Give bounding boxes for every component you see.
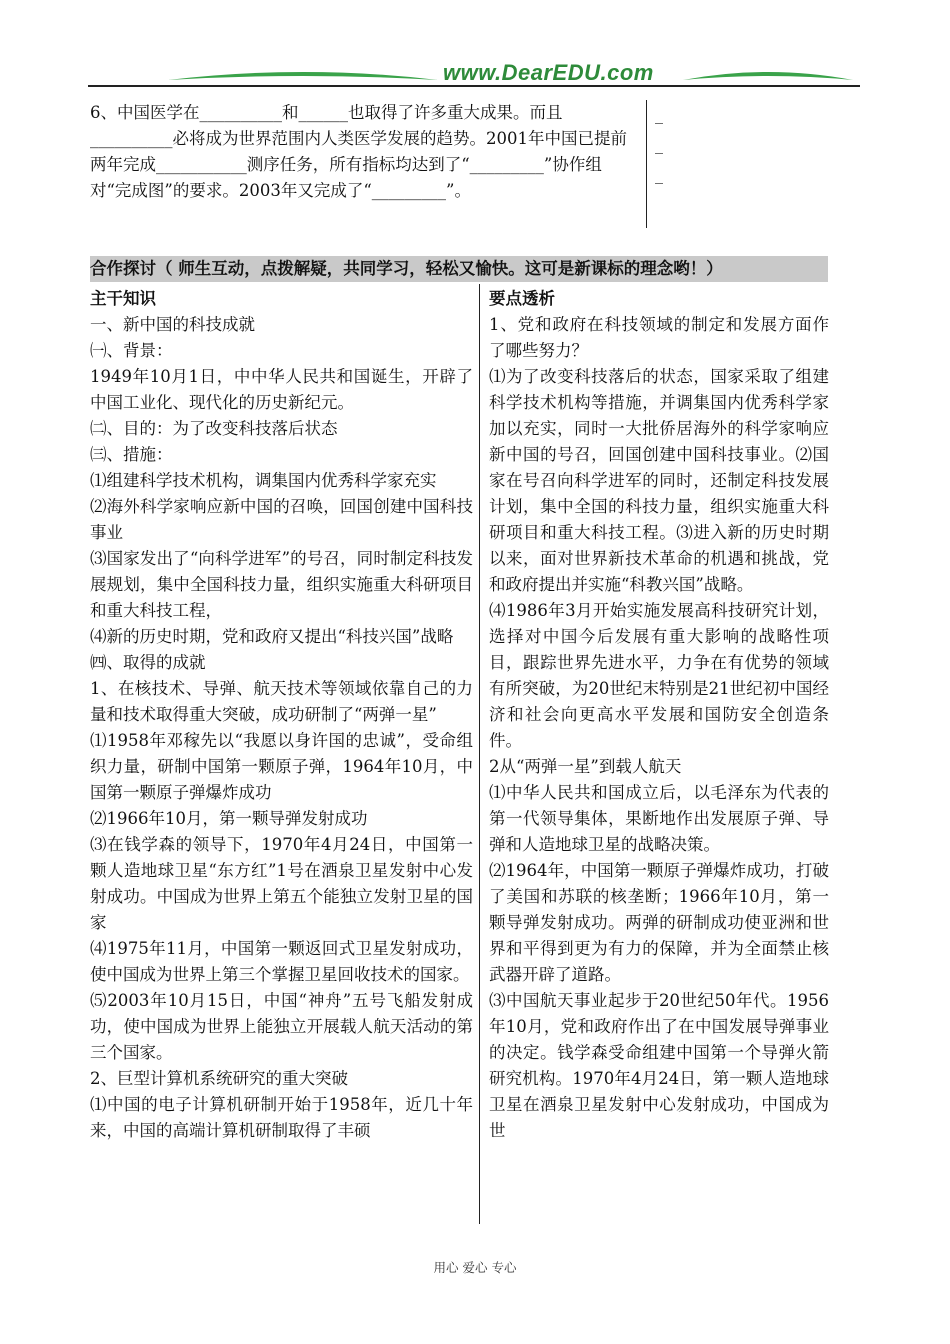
logo-swoosh-right-icon — [683, 68, 853, 82]
site-header — [88, 58, 860, 98]
paragraph: ⑵海外科学家响应新中国的召唤，回国创建中国科技事业 — [90, 497, 473, 542]
paragraph: ㈢、措施： — [90, 445, 173, 464]
paragraph: ⑴为了改变科技落后的状态，国家采取了组建科学技术机构等措施，并调集国内优秀科学家加以充实，同时一大批侨居海外的科学家响应新中国的号召，回国创建中国科技事业。⑵国家在号召向科学进军的同时，还制定科技发展计划，集中全国的科技力量，组织实施重大科研项目和重大科技工程。⑶进入新的历史时期以来，面对世界新技术革命的机遇和挑战，党和政府提出并实施“科教兴国”战略。 — [489, 367, 829, 594]
paragraph: ㈠、背景： — [90, 341, 173, 360]
cooperation-heading: 合作探讨（ 师生互动，点拨解疑，共同学习，轻松又愉快。这可是新课标的理念哟！） — [90, 256, 828, 282]
key-points-column — [489, 286, 829, 1144]
column-divider — [479, 284, 480, 1224]
paragraph: 2、巨型计算机系统研究的重大突破 — [90, 1069, 348, 1088]
paragraph: ⑶在钱学森的领导下，1970年4月24日，中国第一颗人造地球卫星“东方红”1号在酒泉卫星发射中心发射成功。中国成为世界上第五个能独立发射卫星的国家 — [90, 835, 473, 932]
paragraph: 2从“两弹一星”到载人航天 — [489, 757, 682, 776]
paragraph: ⑶中国航天事业起步于20世纪50年代。1956年10月，党和政府作出了在中国发展导弹事业的决定。钱学森受命组建中国第一个导弹火箭研究机构。1970年4月24日，第一颗人造地球卫星在酒泉卫星发射中心发射成功，中国成为世 — [489, 991, 829, 1140]
answer-blank: _ — [655, 105, 663, 124]
paragraph: ⑷新的历史时期，党和政府又提出“科技兴国”战略 — [90, 627, 454, 646]
paragraph: ⑸2003年10月15日，中国“神舟”五号飞船发射成功，使中国成为世界上能独立开展载人航天活动的第三个国家。 — [90, 991, 473, 1062]
column-title: 主干知识 — [90, 289, 156, 308]
paragraph: 一、新中国的科技成就 — [90, 315, 255, 334]
paragraph: ⑶国家发出了“向科学进军”的号召，同时制定科技发展规划，集中全国科技力量，组织实施重大科研项目和重大科技工程， — [90, 549, 473, 620]
main-knowledge-column — [90, 286, 473, 1144]
answer-blanks-column — [646, 100, 675, 228]
column-title: 要点透析 — [489, 289, 555, 308]
logo-swoosh-left-icon — [168, 68, 438, 82]
page-footer: 用心 爱心 专心 — [433, 1260, 517, 1275]
paragraph: 1、在核技术、导弹、航天技术等领域依靠自己的力量和技术取得重大突破，成功研制了“两弹一星” — [90, 679, 473, 724]
paragraph: ⑵1964年，中国第一颗原子弹爆炸成功，打破了美国和苏联的核垄断；1966年10月，第一颗导弹发射成功。两弹的研制成功使亚洲和世界和平得到更为有力的保障，并为全面禁止核武器开辟了道路。 — [489, 861, 829, 984]
paragraph: ⑴1958年邓稼先以“我愿以身许国的忠诚”，受命组织力量，研制中国第一颗原子弹，1964年10月，中国第一颗原子弹爆炸成功 — [90, 731, 473, 802]
paragraph: 1949年10月1日，中中华人民共和国诞生，开辟了中国工业化、现代化的历史新纪元。 — [90, 367, 473, 412]
answer-blank: _ — [655, 165, 663, 184]
paragraph: ⑴中国的电子计算机研制开始于1958年，近几十年来，中国的高端计算机研制取得了丰硕 — [90, 1095, 473, 1140]
paragraph: ㈡、目的：为了改变科技落后状态 — [90, 419, 338, 438]
paragraph: ⑴组建科学技术机构，调集国内优秀科学家充实 — [90, 471, 437, 490]
site-logo[interactable]: www.DearEDU.com — [443, 60, 654, 85]
paragraph: ⑷1986年3月开始实施发展高科技研究计划，选择对中国今后发展有重大影响的战略性项目，跟踪世界先进水平，力争在有优势的领域有所突破，为20世纪末特别是21世纪初中国经济和社会向更高水平发展和国防安全创造条件。 — [489, 601, 829, 750]
paragraph: ⑵1966年10月，第一颗导弹发射成功 — [90, 809, 368, 828]
question-6: 6、中国医学在__________和______也取得了许多重大成果。而且__________必将成为世界范围内人类医学发展的趋势。2001年中国已提前两年完成___________测序任务，所有指标均达到了“_________”协作组对“完成图”的要求。2003年又完成了“_________”。 — [90, 103, 627, 200]
paragraph: ⑴中华人民共和国成立后，以毛泽东为代表的第一代领导集体，果断地作出发展原子弹、导弹和人造地球卫星的战略决策。 — [489, 783, 829, 854]
paragraph: ㈣、取得的成就 — [90, 653, 206, 672]
answer-blank: _ — [655, 135, 663, 154]
paragraph: 1、党和政府在科技领域的制定和发展方面作了哪些努力？ — [489, 315, 829, 360]
paragraph: ⑷1975年11月，中国第一颗返回式卫星发射成功，使中国成为世界上第三个掌握卫星回收技术的国家。 — [90, 939, 473, 984]
header-rule — [88, 85, 860, 87]
